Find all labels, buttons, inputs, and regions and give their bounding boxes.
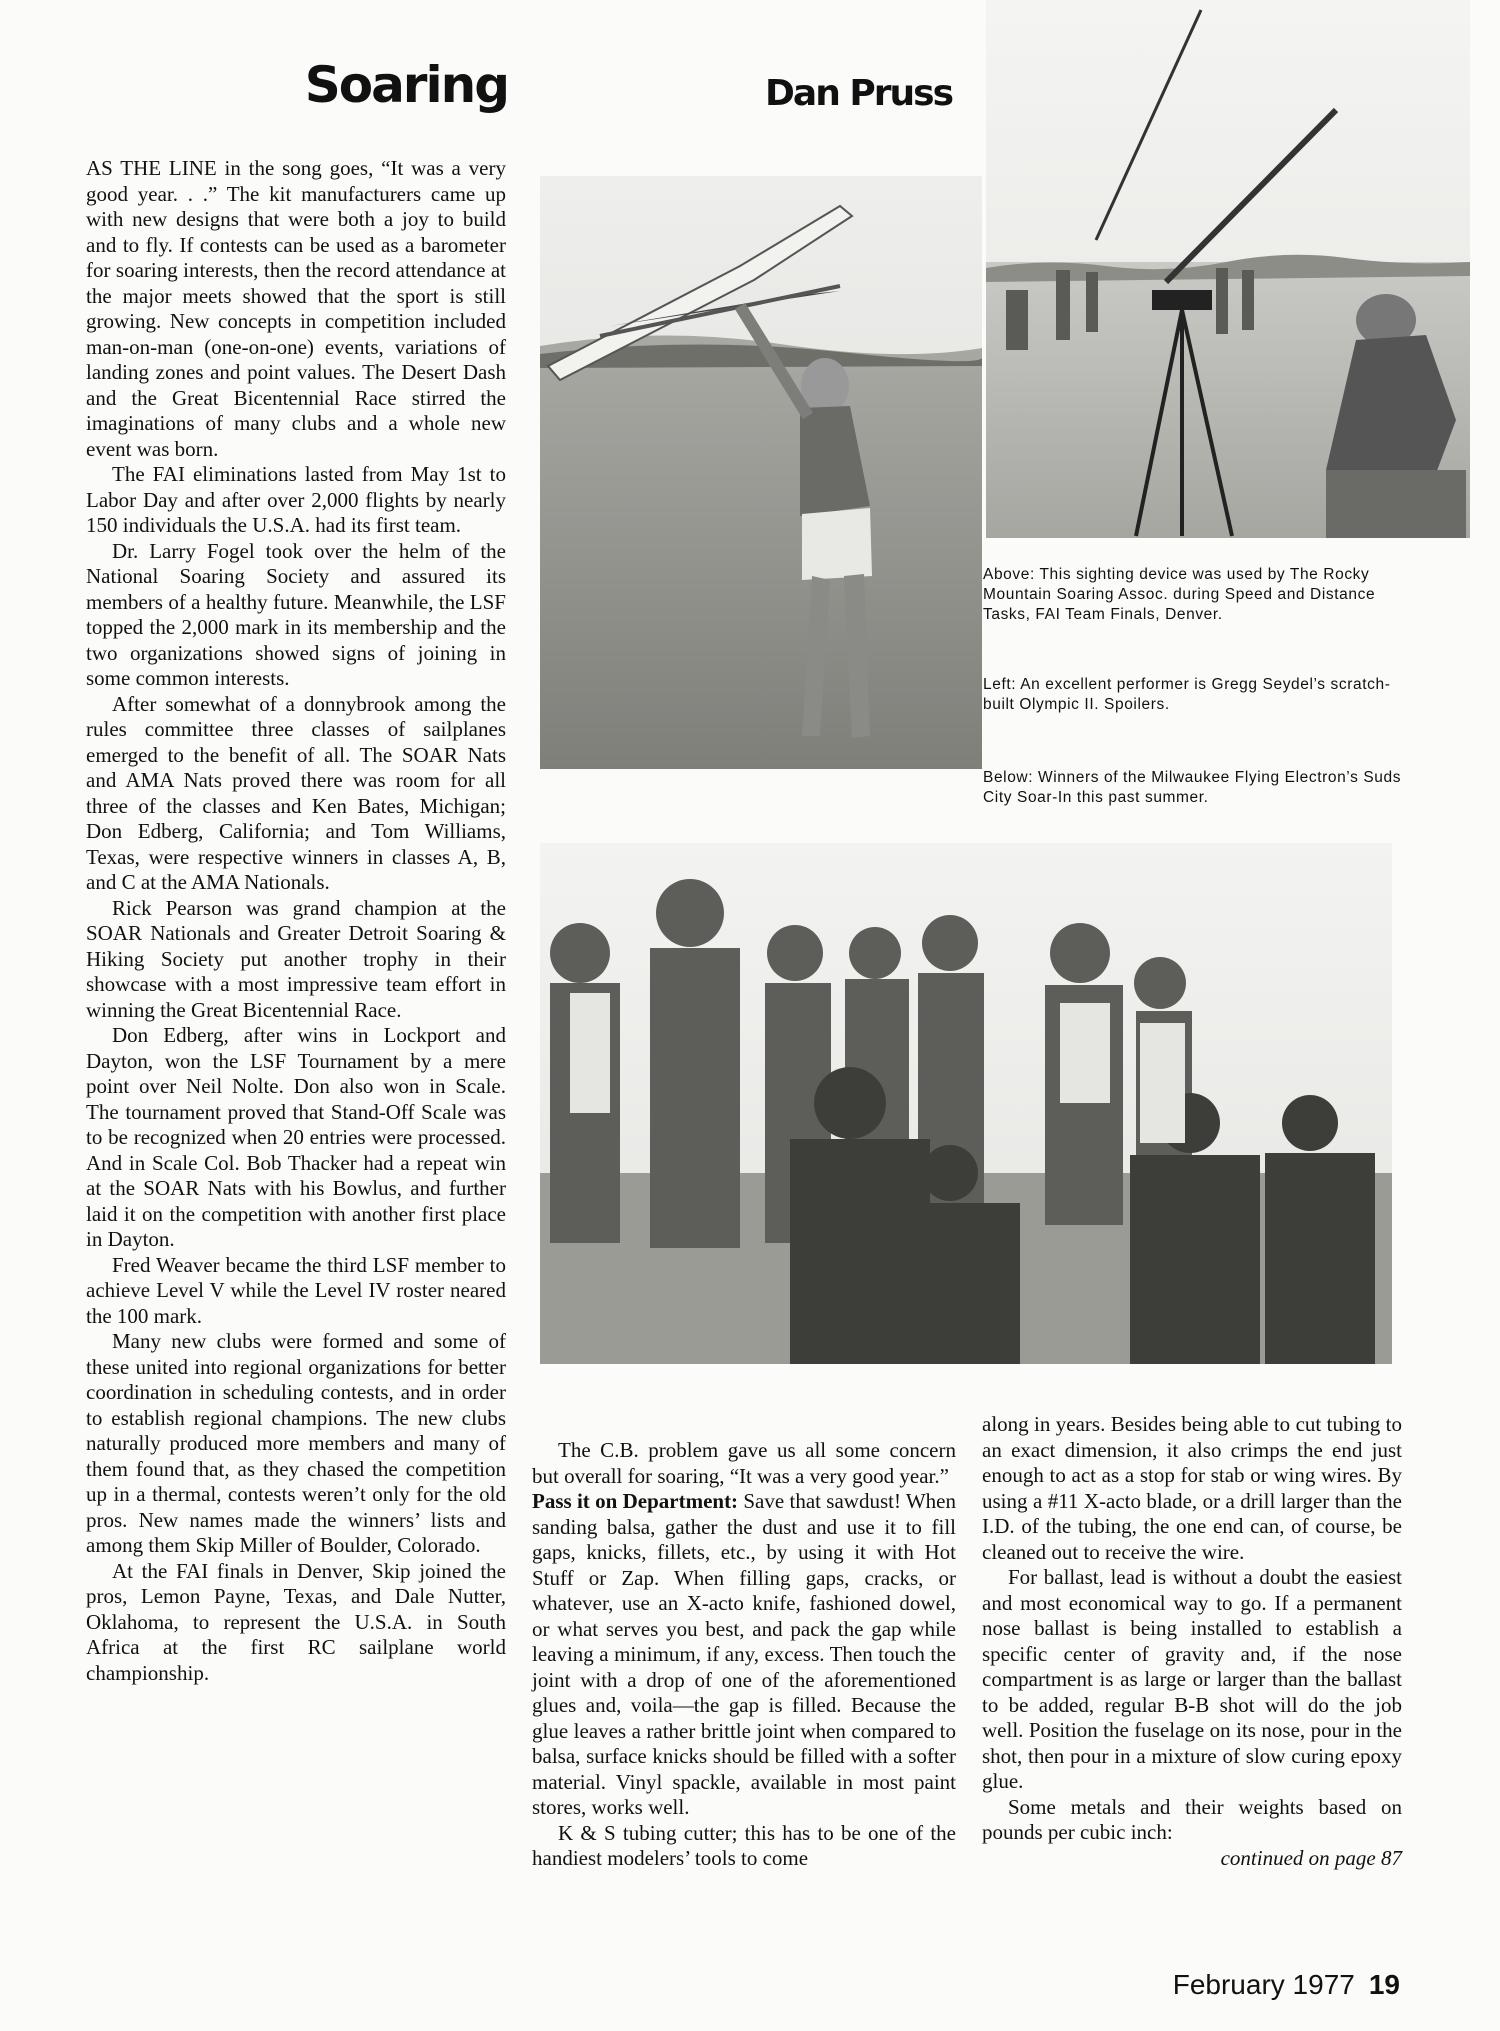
paragraph: After somewhat of a donnybrook among the rules committee three classes of sailplanes emerged to the benefit of all. The SOAR Nats and AMA Nats proved there was room for all three of the classes and Ken Bates, Michigan; Don Edberg, California; and Tom Williams, Texas, were respective winners in classes A, B, and C at the AMA Nationals.	[86, 691, 506, 894]
issue-date: February 1977	[1172, 1969, 1355, 2000]
article-column-1	[86, 156, 506, 1686]
author-byline: Dan Pruss	[765, 73, 952, 114]
paragraph: Fred Weaver became the third LSF member to achieve Level V while the Level IV roster neared the 100 mark.	[86, 1252, 506, 1328]
paragraph: At the FAI finals in Denver, Skip joined the pros, Lemon Payne, Texas, and Dale Nutter, Oklahoma, to represent the U.S.A. in South Africa at the first RC sailplane world championship.	[86, 1558, 506, 1685]
paragraph: Don Edberg, after wins in Lockport and Dayton, won the LSF Tournament by a mere point over Neil Nolte. Don also won in Scale. The tournament proved that Stand-Off Scale was to be recognized when 20 entries were processed. And in Scale Col. Bob Thacker had a repeat win at the SOAR Nats with his Bowlus, and further laid it on the competition with another first place in Dayton.	[86, 1023, 506, 1251]
department-text: Save that sawdust! When sanding balsa, gather the dust and use it to fill gaps, knicks, fillets, etc., by using it with Hot Stuff or Zap. When filling gaps, cracks, or whatever, use an X-acto knife, fashioned dowel, or what serves you best, and pack the gap while leaving a minimum, if any, excess. Then touch the joint with a drop of one of the aforementioned glues and, voila—the gap is filled. Because the glue leaves a rather brittle joint when compared to balsa, surface knicks should be filled with a softer material. Vinyl spackle, available in most paint stores, works well.	[532, 1489, 957, 1819]
page-footer	[1090, 1971, 1400, 1999]
caption-above: Above: This sighting device was used by The Rocky Mountain Soaring Assoc. during Speed and Distance Tasks, FAI Team Finals, Denver.	[983, 566, 1376, 623]
paragraph: Many new clubs were formed and some of these united into regional organizations for better coordination in scheduling contests, and in order to establish regional champions. The new clubs naturally produced more members and many of them found that, as they chased the competition up in a thermal, contests weren’t only for the old pros. New names made the winners’ lists and among them Skip Miller of Boulder, Colorado.	[86, 1329, 506, 1557]
article-column-2	[532, 1438, 956, 1872]
paragraph: The C.B. problem gave us all some concern but overall for soaring, “It was a very good year.”	[532, 1438, 956, 1488]
continued-notice: continued on page 87	[1220, 1845, 1402, 1870]
paragraph-department	[532, 1489, 956, 1821]
paragraph: The FAI eliminations lasted from May 1st to Labor Day and after over 2,000 flights by nearly 150 individuals the U.S.A. had its first team.	[86, 462, 506, 537]
article-column-3	[982, 1412, 1402, 1871]
caption-left: Left: An excellent performer is Gregg Seydel’s scratch-built Olympic II. Spoilers.	[983, 676, 1391, 713]
photo-winners-group	[540, 843, 1392, 1364]
paragraph: Dr. Larry Fogel took over the helm of the National Soaring Society and assured its members of a healthy future. Meanwhile, the LSF topped the 2,000 mark in its membership and the two organizations showed signs of joining in some common interests.	[86, 538, 506, 690]
section-title: Soaring	[304, 56, 508, 114]
department-label: Pass it on Department:	[532, 1489, 739, 1513]
paragraph: For ballast, lead is without a doubt the easiest and most economical way to go. If a permanent nose ballast is being installed to establish a specific center of gravity and, if the nose compartment is as large or larger than the ballast to be added, regular B-B shot will do the job well. Position the fuselage on its nose, pour in the shot, then pour in a mixture of slow curing epoxy glue.	[982, 1565, 1402, 1793]
paragraph: along in years. Besides being able to cut tubing to an exact dimension, it also crimps the end just enough to act as a stop for stab or wing wires. By using a #11 X-acto blade, or a drill larger than the I.D. of the tubing, the one end can, of course, be cleaned out to receive the wire.	[982, 1412, 1402, 1564]
paragraph: Some metals and their weights based on pounds per cubic inch:	[982, 1794, 1402, 1844]
photo-sighting-device	[986, 0, 1470, 538]
page-number: 19	[1368, 1969, 1400, 2000]
paragraph: AS THE LINE in the song goes, “It was a very good year. . .” The kit manufacturers came up with new designs that were both a joy to build and to fly. If contests can be used as a barometer for soaring interests, then the record attendance at the major meets showed that the sport is still growing. New concepts in competition included man-on-man (one-on-one) events, variations of landing zones and point values. The Desert Dash and the Great Bicentennial Race stirred the imaginations of many clubs and a whole new event was born.	[86, 156, 506, 461]
paragraph: Rick Pearson was grand champion at the SOAR Nationals and Greater Detroit Soaring & Hiking Society put another trophy in their showcase with a most impressive team effort in winning the Great Bicentennial Race.	[86, 895, 506, 1022]
paragraph: K & S tubing cutter; this has to be one of the handiest modelers’ tools to come	[532, 1820, 956, 1870]
photo-sailplane-launch	[540, 176, 982, 769]
caption-below: Below: Winners of the Milwaukee Flying Electron’s Suds City Soar-In this past summer.	[983, 769, 1402, 806]
